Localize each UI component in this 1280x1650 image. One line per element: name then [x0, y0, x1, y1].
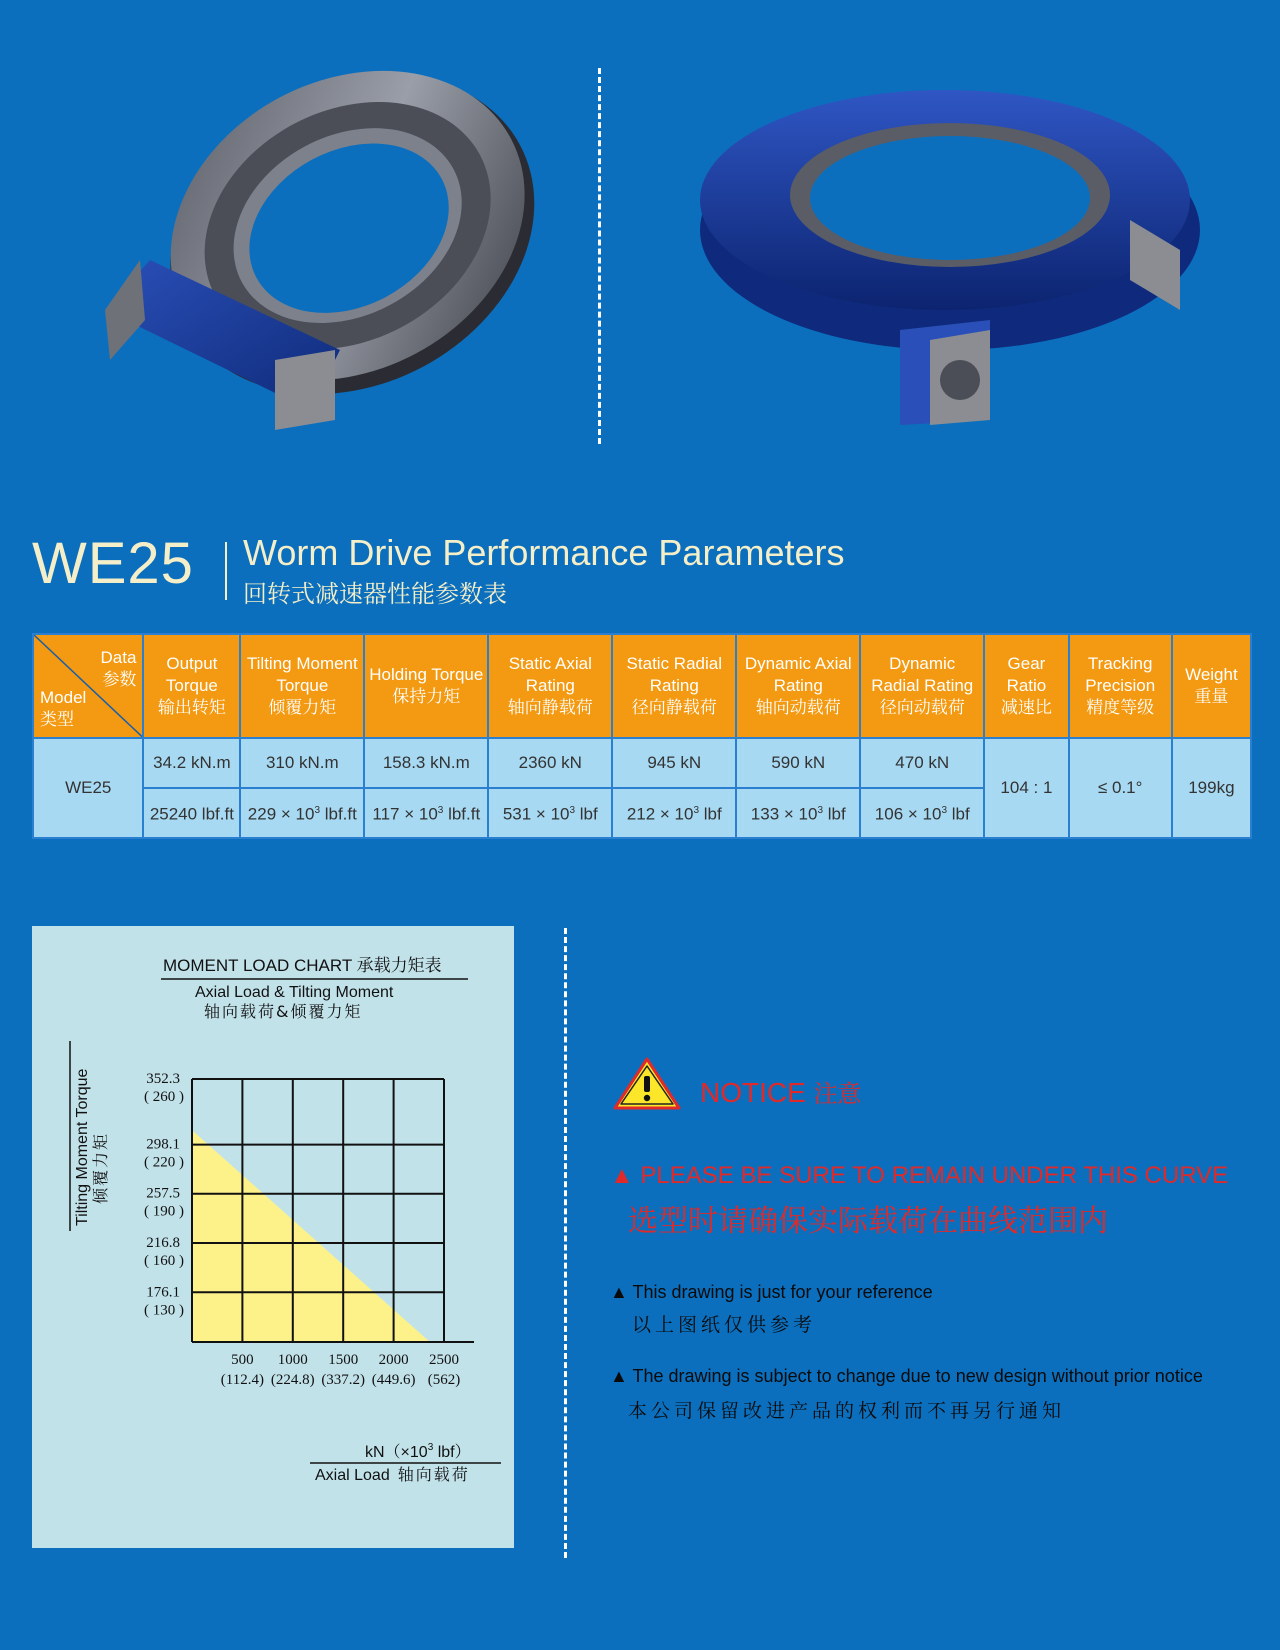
column-header: Holding Torque 保持力矩 — [364, 634, 488, 738]
moment-load-chart — [32, 926, 514, 1548]
column-header: Dynamic Axial Rating 轴向动载荷 — [736, 634, 860, 738]
x-tick-label: 1500 — [328, 1352, 359, 1368]
y-tick-sublabel: ( 160 ) — [144, 1252, 184, 1269]
chart-title: MOMENT LOAD CHART 承载力矩表 — [163, 956, 442, 975]
column-header: Static Radial Rating 径向静载荷 — [612, 634, 736, 738]
y-axis-label-cn: 倾覆力矩 — [91, 1131, 110, 1204]
y-axis-label-en: Tilting Moment Torque — [74, 1068, 91, 1226]
y-tick-sublabel: ( 220 ) — [144, 1154, 184, 1171]
column-header: Dynamic Radial Rating 径向动载荷 — [860, 634, 984, 738]
chart-subtitle-cn: 轴向载荷&倾覆力矩 — [204, 1002, 363, 1021]
x-axis-unit: $kN(\times 10^3$ lbf） — [365, 1442, 471, 1461]
change-note-en: ▲ The drawing is subject to change due to new design without prior notice — [610, 1366, 1203, 1386]
chart-subtitle-en: Axial Load & Tilting Moment — [195, 984, 394, 1001]
change-note-cn: 本公司保留改进产品的权利而不再另行通知 — [628, 1401, 1066, 1422]
model-cell: WE25 — [33, 738, 143, 838]
x-tick-label: 500 — [231, 1352, 254, 1368]
x-tick-sublabel: (562) — [427, 1372, 461, 1388]
parameters-table — [32, 633, 1252, 839]
imperial-cell: $212 \times 10^3$ lbf — [612, 788, 736, 838]
reference-note-cn: 以上图纸仅供参考 — [632, 1315, 817, 1336]
table-row-metric — [33, 738, 1251, 788]
y-tick-label: 352.3 — [146, 1071, 180, 1087]
worm-drive-photo-top-view — [100, 60, 550, 460]
gear-ratio-cell: 104 : 1 — [984, 738, 1068, 838]
photo-divider — [598, 68, 601, 444]
imperial-cell: $106 \times 10^3$ lbf — [860, 788, 984, 838]
moment-load-chart-panel — [32, 926, 514, 1548]
imperial-cell: 25240 lbf.ft — [143, 788, 240, 838]
metric-cell: 945 kN — [612, 738, 736, 788]
heading-separator — [225, 542, 227, 600]
metric-cell: 470 kN — [860, 738, 984, 788]
x-tick-label: 2000 — [378, 1352, 409, 1368]
column-header: Tilting Moment Torque 倾覆力矩 — [240, 634, 364, 738]
corner-data-label: Data 参数 — [100, 648, 137, 689]
metric-cell: 2360 kN — [488, 738, 612, 788]
warning-triangle-icon — [612, 1056, 682, 1112]
chart-divider — [564, 928, 567, 1558]
page-title-cn: 回转式减速器性能参数表 — [243, 581, 507, 608]
precision-cell: ≤ 0.1° — [1069, 738, 1172, 838]
imperial-cell: $133 \times 10^3$ lbf — [736, 788, 860, 838]
curve-warning-cn: 选型时请确保实际载荷在曲线范围内 — [628, 1205, 1108, 1238]
metric-cell: 310 kN.m — [240, 738, 364, 788]
metric-cell: 590 kN — [736, 738, 860, 788]
curve-warning-en: ▲ PLEASE BE SURE TO REMAIN UNDER THIS CURVE — [610, 1162, 1229, 1189]
x-tick-sublabel: (112.4) — [220, 1372, 264, 1388]
metric-cell: 158.3 kN.m — [364, 738, 488, 788]
worm-drive-photo-side-view — [680, 80, 1200, 440]
corner-header-cell — [33, 634, 143, 738]
y-tick-sublabel: ( 260 ) — [144, 1089, 184, 1105]
x-tick-sublabel: (224.8) — [270, 1372, 315, 1388]
x-axis-label: Axial Load 轴向载荷 — [315, 1465, 470, 1484]
notice-title: NOTICE 注意 — [700, 1077, 862, 1108]
y-tick-label: 216.8 — [146, 1234, 180, 1251]
page-title-en: Worm Drive Performance Parameters — [243, 532, 845, 573]
y-tick-sublabel: ( 130 ) — [144, 1302, 184, 1319]
y-tick-label: 176.1 — [146, 1284, 180, 1301]
imperial-cell: $229 \times 10^3$ lbf.ft — [240, 788, 364, 838]
y-tick-label: 257.5 — [146, 1185, 180, 1202]
table-header-row — [33, 634, 1251, 738]
imperial-cell: $117 \times 10^3$ lbf.ft — [364, 788, 488, 838]
column-header: Gear Ratio 减速比 — [984, 634, 1068, 738]
x-tick-sublabel: (337.2) — [321, 1372, 366, 1388]
plot-area — [144, 1071, 474, 1388]
y-tick-sublabel: ( 190 ) — [144, 1203, 184, 1220]
model-title: WE25 — [32, 531, 194, 596]
imperial-cell: $531 \times 10^3$ lbf — [488, 788, 612, 838]
x-tick-label: 1000 — [277, 1352, 308, 1368]
column-header: Tracking Precision 精度等级 — [1069, 634, 1172, 738]
column-header: Static Axial Rating 轴向静载荷 — [488, 634, 612, 738]
x-tick-label: 2500 — [429, 1352, 459, 1368]
x-tick-sublabel: (449.6) — [371, 1372, 416, 1388]
reference-note-en: ▲ This drawing is just for your reference — [610, 1282, 933, 1302]
metric-cell: 34.2 kN.m — [143, 738, 240, 788]
weight-cell: 199kg — [1172, 738, 1251, 838]
y-tick-label: 298.1 — [146, 1136, 180, 1153]
corner-model-label: Model 类型 — [40, 688, 87, 729]
column-header: Weight 重量 — [1172, 634, 1251, 738]
column-header: Output Torque 输出转矩 — [143, 634, 240, 738]
